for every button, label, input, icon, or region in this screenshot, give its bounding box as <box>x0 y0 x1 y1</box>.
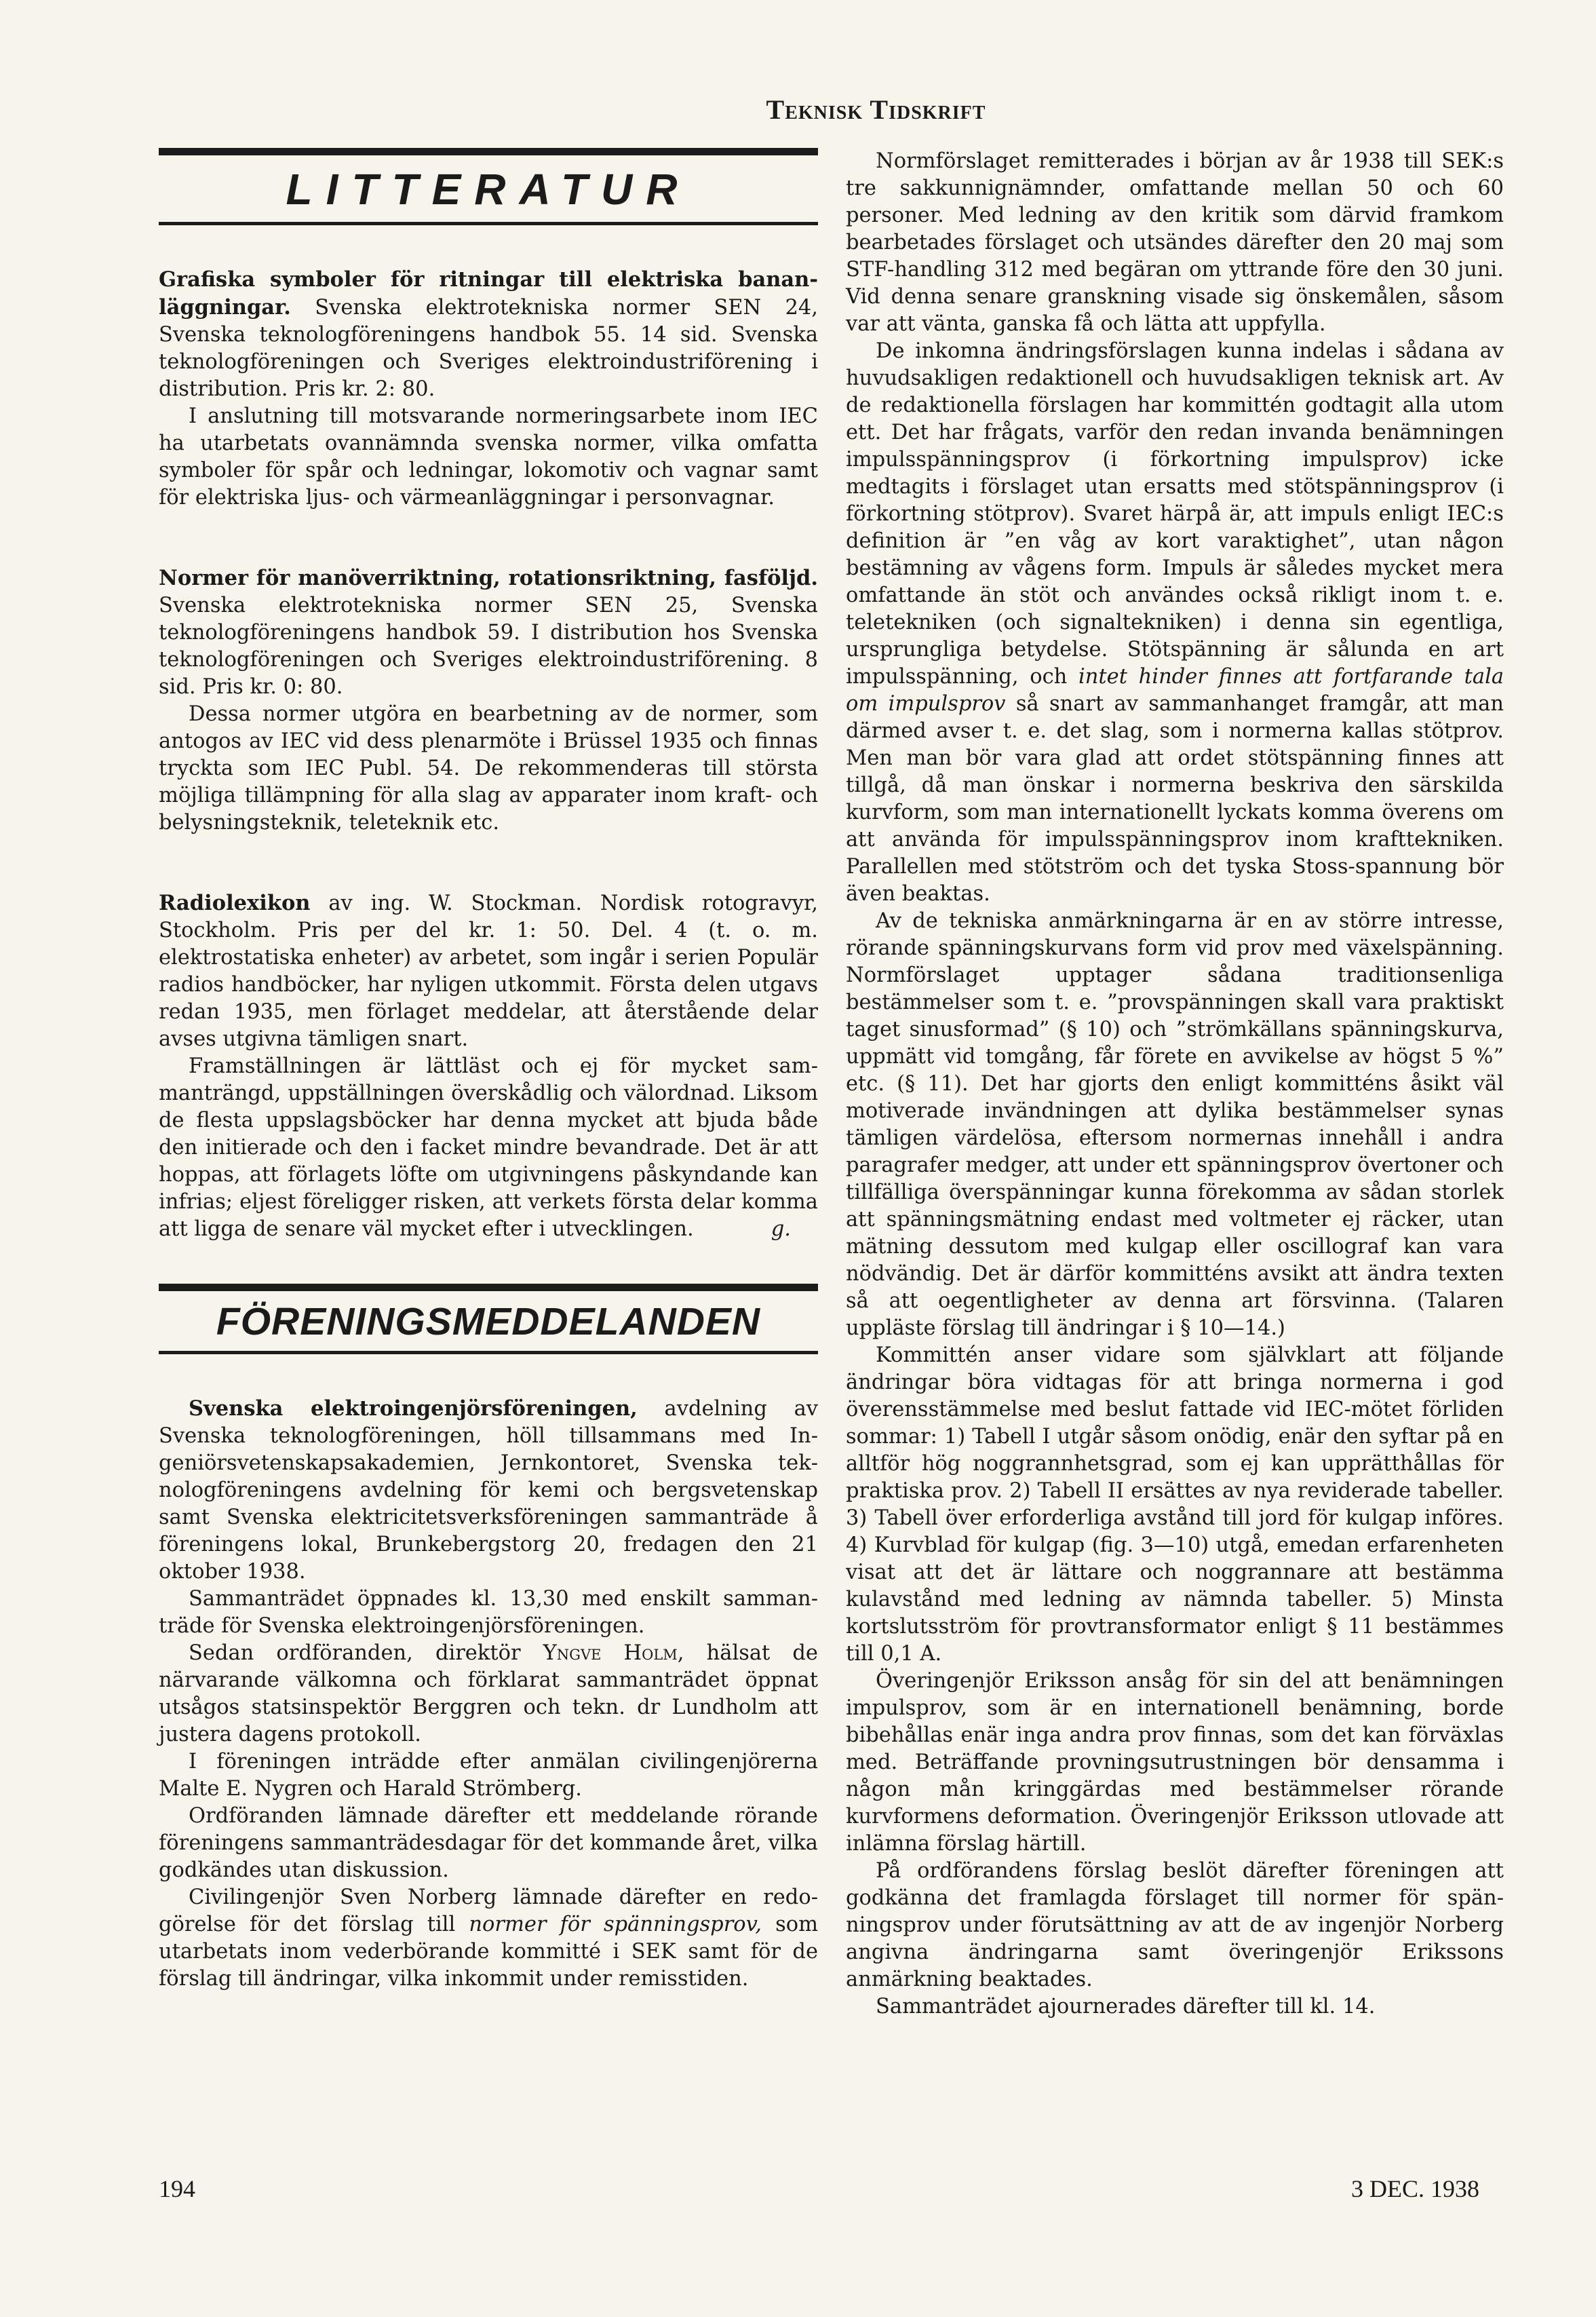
meeting-intro <box>159 1395 818 1586</box>
text-span: De inkomna ändringsförslagen kunna indelas i sådana av huvudsakligen redaktionell och huvudsakligen teknisk art. Av de redaktionella förslagen har kommittén godtagit alla utom ett. Det har frågats, varför den redan invanda benämningen impulsspänningsprov (i förkortning impulsprov) icke medtagits i förslaget utan ersatts med stötspänningsprov (i förkortning stötprov). Svaret härpå är, att impuls enligt IEC:s definition är ”en våg av kort varaktighet”, utan någon bestämning av vågens form. Impuls är således mycket mera omfattande än stöt och användes också rikligt inom t. e. teletekniken (och signaltekniken) i denna sin egentliga, ursprungliga betydelse. Stötspänning är sålunda en art impulsspänning, och <box>846 339 1504 689</box>
text-span: hälsat de närvarande välkomna och förklarat sammanträdet öppnat utsågos statsinspektör Berggren och tekn. dr Lundholm att justera dagens protokoll. <box>159 1641 818 1746</box>
article-paragraph <box>846 338 1504 908</box>
section-heading-litteratur: LITTERATUR <box>286 165 691 214</box>
meeting-paragraph: Ordföranden lämnade därefter ett meddelande rörande föreningens sammanträdesdagar för det kommande året, vilka godkändes utan diskussion. <box>159 1804 818 1882</box>
review-paragraph: Dessa normer utgöra en bearbetning av de normer, som antogos av IEC vid dess plenarmöte i Brüssel 1935 och finnas tryckta som IEC Publ. 54. De rekommenderas till största möjliga tillämpning för alla slag av apparater inom kraft- och belysningsteknik, teleteknik etc. <box>159 702 818 835</box>
review-entry-3 <box>159 889 818 1053</box>
review-signature: g. <box>771 1217 791 1241</box>
right-column <box>846 148 1504 2021</box>
left-column <box>159 148 818 1993</box>
italic-phrase: normer för spänningsprov, <box>469 1913 762 1936</box>
review-entry-1 <box>159 266 818 403</box>
italic-phrase: intet hinder finnes att fortfarande tala om impulsprov <box>846 665 1504 716</box>
article-paragraph: Normförslaget remitterades i början av år 1938 till SEK:s tre sakkunnignämnder, omfattande mellan 50 och 60 personer. Med ledning av den kritik som därvid framkom bearbetades förslaget och utsändes därefter den 20 maj som STF-handling 312 med begäran om yttrande före den 30 juni. Vid denna senare granskning visade sig önskemålen, såsom var att vänta, ganska få och lätta att uppfylla. <box>846 149 1504 336</box>
review-paragraph <box>159 1053 818 1243</box>
section-heading-foreningsmeddelanden: FÖRENINGSMEDDELANDEN <box>216 1300 761 1343</box>
review-body: Svenska elektrotekniska normer SEN 24, Svenska teknologföreningens handbok 55. 14 sid. Svenska teknologföreningen och Sveriges elektroindustriförening i distribution. Pris kr. 2: 80. <box>159 296 818 401</box>
text-span: Civilingenjör Sven Norberg lämnade därefter en redogörelse för det förslag till <box>159 1885 818 1936</box>
rule-top <box>159 148 818 155</box>
meeting-paragraph: Sammanträdet öppnades kl. 13,30 med enskilt sammanträde för Svenska elektroingenjörsföreningen. <box>159 1587 818 1638</box>
journal-title: Teknisk Tidskrift <box>766 94 986 125</box>
review-title: Grafiska symboler för ritningar till elektriska bananläggningar. <box>159 267 818 320</box>
chairman-name: Yngve Holm, <box>543 1641 684 1665</box>
article-paragraph: Av de tekniska anmärkningarna är en av större intresse, rörande spänningskurvans form vid prov med växelspänning. Normförslaget upptager sådana traditionsenliga bestämmelser som t. e. ”provspänningen skall vara praktiskt taget sinusformad” (§ 10) och ”strömkällans spänningskurva, uppmätt vid tomgång, får förete en avvikelse av högst 5 %” etc. (§ 11). Det har gjorts den enligt kommitténs åsikt väl motiverade invändningen att dylika bestämmelser synas tämligen värdelösa, eftersom normernas innehåll i andra paragrafer medger, att under ett spänningsprov övertoner och tillfälliga överspänningar kunna förekomma av sådan storlek att spänningsmätning endast med voltmeter ej räcker, utan mätning dessutom med kulgap eller oscillograf kan vara nödvändig. Det är därför kommitténs avsikt att ändra texten så att oegentligheter av denna art försvinna. (Talaren uppläste förslag till ändringar i § 10—14.) <box>846 909 1504 1340</box>
organization-name: Svenska elektroingenjörsföreningen, <box>189 1396 638 1421</box>
rule-top <box>159 1284 818 1291</box>
review-title: Normer för manöverriktning, rotationsriktning, fasföljd. <box>159 566 818 590</box>
article-paragraph: Kommittén anser vidare som självklart att följande ändringar böra vidtagas för att bringa normerna i god överensstämmelse med beslut fattade vid IEC-mötet förliden sommar: 1) Tabell I utgår såsom onödig, enär den syftar på en alltför hög noggrannhetsgrad, som ej kan upprätthållas för praktiska prov. 2) Tabell II ersättes av nya reviderade tabeller. 3) Tabell över erforderliga avstånd till jord för kulgap införes. 4) Kurvblad för kulgap (fig. 3—10) utgå, emedan erfarenheten visat att det är lättare och noggrannare att bestämma kulavstånd med ledning av nämnda tabeller. 5) Minsta kortslutsström för provtransformator enligt § 11 bestämmes till 0,1 A. <box>846 1343 1504 1666</box>
article-paragraph: Sammanträdet ajournerades därefter till kl. 14. <box>876 1995 1376 2018</box>
review-paragraph-text: Framställningen är lättläst och ej för mycket sammanträngd, uppställningen överskådlig och välordnad. Liksom de flesta uppslagsböcker har denna mycket att bjuda både den initierade och den i facket mindre bevandrade. Det är att hoppas, att förlagets löfte om utgivningens påskyndande kan infrias; eljest föreligger risken, att verkets första delar komma att ligga de senare väl mycket efter i utvecklingen. <box>159 1054 818 1241</box>
review-body: Svenska elektrotekniska normer SEN 25, Svenska teknologföreningens handbok 59. I distribution hos Svenska teknologföreningen och Sveriges elektroindustriförening. 8 sid. Pris kr. 0: 80. <box>159 594 818 699</box>
article-paragraph: Överingenjör Eriksson ansåg för sin del att benämningen impulsprov, som är en internationell benämning, borde bibehållas enär inga andra prov finnas, som det kan förväxlas med. Beträffande provningsutrustningen bör densamma i någon mån kringgärdas med bestämmelser rörande kurvformens deformation. Överingenjör Eriksson utlovade att inlämna förslag härtill. <box>846 1669 1504 1856</box>
meeting-paragraph <box>159 1640 818 1748</box>
page-number: 194 <box>159 2175 195 2202</box>
text-span: Sedan ordföranden, direktör <box>189 1641 521 1665</box>
meeting-paragraph <box>159 1884 818 1993</box>
article-paragraph: På ordförandens förslag beslöt därefter föreningen att godkänna det framlagda förslaget till normer för spänningsprov under förutsättning av att de av ingenjör Norberg angivna ändringarna samt överingenjör Erikssons anmärkning beaktades. <box>846 1859 1504 1991</box>
review-title: Radiolexikon <box>159 891 311 915</box>
review-paragraph: I anslutning till motsvarande normeringsarbete inom IEC ha utarbetats ovannämnda svenska normer, vilka omfatta symboler för spår och ledningar, lokomotiv och vagnar samt för elektriska ljus- och värmeanläggningar i personvagnar. <box>159 404 818 510</box>
issue-date: 3 DEC. 1938 <box>1351 2175 1479 2202</box>
meeting-paragraph: I föreningen inträdde efter anmälan civilingenjörerna Malte E. Nygren och Harald Strömberg. <box>159 1750 818 1801</box>
review-entry-2 <box>159 564 818 701</box>
text-span: som utarbetats inom vederbörande kommitté i SEK samt för de förslag till ändringar, vilka inkommit under remisstiden. <box>159 1913 819 1991</box>
journal-masthead <box>0 94 1596 126</box>
review-body: av ing. W. Stockman. Nordisk rotogravyr, Stockholm. Pris per del kr. 1: 50. Del. 4 (t. o. m. elektrostatiska enheter) av arbetet, som ingår i serien Populär radios handböcker, har nyligen utkommit. Första delen utgavs redan 1935, men förlaget meddelar, att återstående delar avses utgivna tämligen snart. <box>159 892 818 1051</box>
text-span: så snart av sammanhanget framgår, att man därmed avser t. e. det slag, som i normerna kallas stötprov. Men man bör vara glad att ordet stötspänning finnes att tillgå, då man önskar i normerna beskriva den särskilda kurvform, som man internationellt lyckats komma överens om att använda för impulsspänningsprov inom krafttekniken. Parallellen med stötström och det tyska Stoss-spannung bör även beaktas. <box>846 692 1504 906</box>
meeting-intro-text: avdelning av Svenska teknologföreningen, höll tillsammans med Ingeniörsvetenskapsakademien, Jernkontoret, Svenska teknologföreningens avdelning för kemi och bergsvetenskap samt Svenska elektricitetsverksföreningen sammanträde å föreningens lokal, Brunkebergstorg 20, fredagen den 21 oktober 1938. <box>159 1397 818 1584</box>
